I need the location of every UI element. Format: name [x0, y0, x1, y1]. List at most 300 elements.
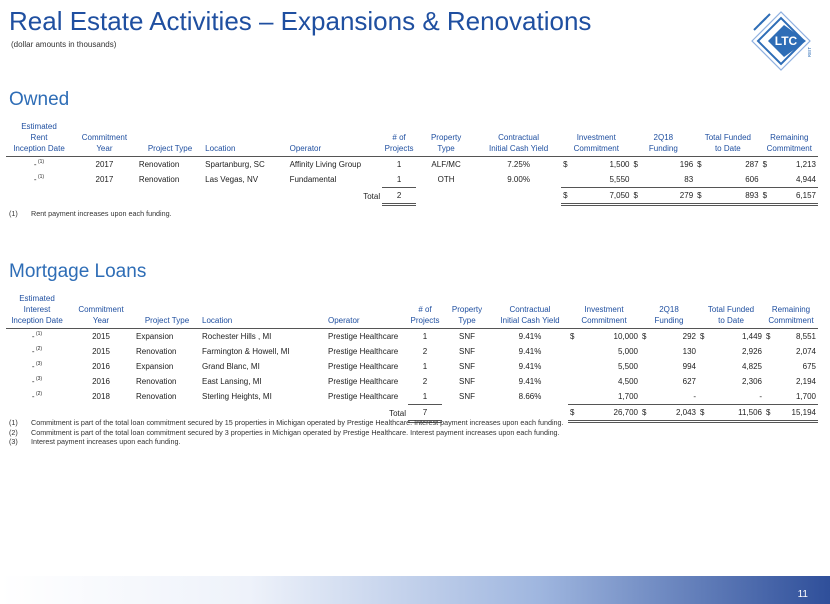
- remaining-commitment-value: 4,944: [795, 175, 816, 184]
- commitment-year: 2015: [92, 347, 110, 356]
- inception-date: [6, 389, 68, 405]
- footnote-text: Rent payment increases upon each funding.: [31, 209, 172, 218]
- total-investment-wrap: [563, 191, 629, 200]
- column-header: [764, 293, 818, 329]
- total-funded-value: 2,926: [741, 347, 762, 356]
- commitment-year: 2016: [92, 377, 110, 386]
- q2-funding: [640, 389, 698, 405]
- owned-table: [6, 121, 818, 206]
- column-header: [408, 293, 442, 329]
- column-header: [568, 293, 640, 329]
- project-type: Renovation: [136, 347, 177, 356]
- location: Rochester Hills , MI: [202, 332, 272, 341]
- location: Las Vegas, NV: [205, 175, 259, 185]
- mortgage-section-title: Mortgage Loans: [9, 261, 147, 282]
- column-header: [382, 121, 416, 157]
- column-header-line: Commitment: [581, 316, 627, 325]
- currency-symbol: $: [563, 160, 568, 169]
- investment-commitment-value: 1,700: [617, 392, 638, 401]
- column-header-line: Projects: [384, 144, 414, 153]
- inception-date: [6, 359, 68, 374]
- investment-commitment-wrap: [563, 160, 629, 169]
- total-funded: [698, 359, 764, 374]
- inception-date-value: -: [31, 347, 35, 356]
- location: Farmington & Howell, MI: [202, 347, 290, 356]
- remaining-commitment-wrap: [763, 175, 816, 184]
- mortgage-header-row: [6, 293, 818, 329]
- property-type: SNF: [459, 347, 475, 356]
- column-header: [631, 121, 695, 157]
- total-remaining-value: 15,194: [791, 408, 816, 417]
- total-remaining-value: 6,157: [795, 191, 816, 200]
- total-funded-to-date-wrap: [697, 191, 758, 200]
- remaining-commitment: [764, 359, 818, 374]
- column-header: [442, 293, 492, 329]
- project-count: 1: [396, 160, 402, 169]
- operator: Prestige Healthcare: [328, 362, 399, 371]
- column-header-line: Operator: [289, 144, 322, 153]
- column-header-line: Commitment: [78, 305, 124, 314]
- owned-section-title: Owned: [9, 89, 70, 110]
- total-q2-funding: [631, 188, 695, 205]
- empty-cell: [476, 188, 561, 205]
- property-type: ALF/MC: [431, 160, 461, 169]
- q2-funding-wrap: [642, 377, 696, 386]
- total-funded-wrap: [697, 160, 758, 169]
- total-funded: [695, 157, 760, 173]
- commitment-year: 2017: [95, 175, 114, 185]
- q2-funding-value: 292: [682, 332, 696, 341]
- empty-cell: [203, 188, 287, 205]
- page-title: Real Estate Activities – Expansions & Renovations: [9, 6, 592, 36]
- column-header-line: Investment: [576, 133, 616, 142]
- total-funded: [698, 389, 764, 405]
- remaining-commitment: [764, 389, 818, 405]
- operator: Prestige Healthcare: [328, 392, 399, 402]
- currency-symbol: $: [570, 408, 575, 417]
- currency-symbol: $: [697, 191, 702, 200]
- logo-subtext: REIT: [807, 46, 812, 58]
- column-header: [492, 293, 568, 329]
- total-funded-wrap: [700, 347, 762, 356]
- q2-funding: [640, 359, 698, 374]
- currency-symbol: $: [570, 332, 575, 341]
- cash-yield: 9.00%: [507, 175, 530, 185]
- total-q2-funding-wrap: [633, 191, 693, 200]
- q2-funding: [640, 374, 698, 389]
- column-header: [698, 293, 764, 329]
- total-investment: [568, 405, 640, 422]
- total-funded-to-date-wrap: [700, 408, 762, 417]
- location: Grand Blanc, MI: [202, 362, 260, 371]
- empty-cell: [72, 188, 137, 205]
- total-projects: 2: [382, 188, 416, 205]
- project-type: Renovation: [136, 392, 177, 402]
- total-funded-value: 1,449: [741, 332, 762, 341]
- q2-funding-value: 196: [679, 160, 694, 169]
- currency-symbol: $: [762, 191, 768, 200]
- column-header-line: Estimated: [21, 122, 57, 131]
- investment-commitment-value: 1,500: [609, 160, 630, 169]
- column-header: [68, 293, 134, 329]
- currency-symbol: $: [633, 160, 638, 169]
- mortgage-footnotes: [9, 418, 564, 447]
- property-type: OTH: [437, 175, 455, 185]
- investment-commitment-value: 5,000: [617, 347, 638, 356]
- page-subtitle: (dollar amounts in thousands): [11, 40, 117, 49]
- logo-text: LTC: [774, 34, 798, 48]
- remaining-commitment-wrap: [766, 347, 816, 356]
- total-q2-funding: [640, 405, 698, 422]
- column-header-line: Remaining: [771, 305, 811, 314]
- total-remaining: [764, 405, 818, 422]
- column-header: [134, 293, 200, 329]
- remaining-commitment: [761, 172, 818, 188]
- footnote-text: Commitment is part of the total loan commitment secured by 15 properties in Michigan operated by Prestige Healthcare. Interest payment increases upon each funding.: [31, 418, 564, 427]
- project-count: 2: [422, 347, 428, 356]
- location: Sterling Heights, MI: [202, 392, 272, 402]
- column-header: [203, 121, 287, 157]
- column-header-line: Inception Date: [13, 144, 65, 153]
- remaining-commitment-value: 1,700: [795, 392, 816, 401]
- operator: Fundamental: [289, 175, 337, 185]
- inception-date: [6, 344, 68, 359]
- investment-commitment: [568, 359, 640, 374]
- column-header: [72, 121, 137, 157]
- total-funded-to-date-value: 11,506: [738, 408, 762, 417]
- operator: Prestige Healthcare: [328, 347, 399, 356]
- column-header-line: Year: [96, 144, 113, 153]
- total-label: Total: [389, 408, 406, 418]
- remaining-commitment-wrap: [766, 392, 816, 401]
- project-count: 1: [422, 392, 428, 401]
- column-header-line: Location: [202, 316, 233, 325]
- column-header-line: # of: [392, 133, 406, 142]
- footnote-ref: (2): [34, 346, 43, 352]
- cash-yield: 9.41%: [518, 377, 542, 386]
- project-count: 2: [422, 377, 428, 386]
- q2-funding-wrap: [633, 175, 693, 184]
- column-header-line: Funding: [648, 144, 678, 153]
- total-funded-wrap: [700, 362, 762, 371]
- total-q2-funding-wrap: [642, 408, 696, 417]
- table-row: [6, 157, 818, 173]
- empty-cell: [416, 188, 476, 205]
- commitment-year: 2016: [92, 362, 110, 371]
- currency-symbol: $: [642, 408, 647, 417]
- remaining-commitment: [764, 344, 818, 359]
- column-header-line: Rent: [30, 133, 48, 142]
- cash-yield: 9.41%: [518, 347, 542, 356]
- remaining-commitment-wrap: [766, 332, 816, 341]
- column-header-line: # of: [418, 305, 432, 314]
- total-label: Total: [363, 191, 381, 201]
- property-type: SNF: [459, 377, 475, 386]
- column-header-line: Total Funded: [707, 305, 755, 314]
- mortgage-table: [6, 293, 818, 423]
- footnote-number: (3): [9, 437, 18, 446]
- total-funded-value: -: [759, 392, 762, 401]
- column-header-line: Commitment: [81, 133, 128, 142]
- total-funded-wrap: [700, 377, 762, 386]
- q2-funding-wrap: [642, 347, 696, 356]
- q2-funding-value: 130: [682, 347, 696, 356]
- footnote: [9, 209, 172, 219]
- project-type: Renovation: [136, 377, 177, 386]
- column-header-line: Commitment: [573, 144, 619, 153]
- column-header: [561, 121, 631, 157]
- remaining-commitment: [764, 329, 818, 345]
- footnote-number: (1): [9, 418, 18, 427]
- column-header-line: Remaining: [770, 133, 809, 142]
- column-header-line: 2Q18: [653, 133, 674, 142]
- q2-funding-wrap: [642, 332, 696, 341]
- commitment-year: 2015: [92, 332, 110, 341]
- total-funded-wrap: [700, 392, 762, 401]
- remaining-commitment: [761, 157, 818, 173]
- location: East Lansing, MI: [202, 377, 262, 386]
- column-header-line: Investment: [584, 305, 624, 314]
- column-header: [137, 121, 203, 157]
- column-header-line: to Date: [718, 316, 744, 325]
- table-row: [6, 172, 818, 188]
- property-type: SNF: [459, 392, 475, 402]
- footnote-ref: (1): [34, 331, 43, 337]
- column-header: [476, 121, 561, 157]
- column-header-line: Contractual: [509, 305, 551, 314]
- total-funded-value: 606: [745, 175, 759, 184]
- table-row: [6, 389, 818, 405]
- investment-commitment-value: 10,000: [613, 332, 638, 341]
- footer-bar: [0, 576, 830, 604]
- footnote: [9, 428, 564, 438]
- remaining-commitment-value: 675: [802, 362, 816, 371]
- q2-funding: [631, 157, 695, 173]
- column-header-line: Property: [430, 133, 462, 142]
- total-funded: [695, 172, 760, 188]
- column-header-line: Commitment: [766, 144, 812, 153]
- column-header-line: Year: [92, 316, 110, 325]
- footnote-ref: (1): [36, 174, 45, 181]
- column-header-line: 2Q18: [659, 305, 679, 314]
- total-row: [6, 188, 818, 205]
- inception-date-value: -: [31, 377, 35, 386]
- investment-commitment-wrap: [570, 347, 638, 356]
- cash-yield: 9.41%: [518, 362, 542, 371]
- operator: Prestige Healthcare: [328, 377, 399, 386]
- table-row: [6, 344, 818, 359]
- q2-funding: [640, 329, 698, 345]
- remaining-commitment-value: 2,194: [795, 377, 816, 386]
- total-remaining-wrap: [763, 191, 816, 200]
- q2-funding-value: 83: [684, 175, 694, 184]
- investment-commitment-value: 4,500: [617, 377, 638, 386]
- footnote: [9, 418, 564, 428]
- cash-yield: 7.25%: [507, 160, 530, 169]
- column-header: [695, 121, 760, 157]
- column-header-line: Estimated: [19, 294, 55, 303]
- ltc-reit-logo: [748, 10, 818, 72]
- page-number: 11: [797, 589, 808, 600]
- investment-commitment: [561, 157, 631, 173]
- operator: Affinity Living Group: [289, 160, 362, 169]
- total-remaining-wrap: [766, 408, 816, 417]
- remaining-commitment-wrap: [766, 362, 816, 371]
- project-type: Expansion: [136, 362, 174, 371]
- column-header: [761, 121, 818, 157]
- total-q2-funding-value: 279: [679, 191, 694, 200]
- owned-footnotes: [9, 209, 172, 219]
- investment-commitment: [561, 172, 631, 188]
- q2-funding-value: 627: [682, 377, 696, 386]
- footnote-ref: (1): [36, 159, 45, 165]
- currency-symbol: $: [766, 332, 771, 341]
- q2-funding-wrap: [633, 160, 693, 169]
- column-header-line: Contractual: [498, 133, 540, 142]
- footnote-ref: (3): [34, 376, 43, 382]
- column-header-line: Type: [458, 316, 476, 325]
- column-header: [6, 121, 72, 157]
- column-header-line: Property: [451, 305, 483, 314]
- footnote-number: (1): [9, 209, 18, 218]
- total-investment: [561, 188, 631, 205]
- remaining-commitment-value: 1,213: [795, 160, 816, 169]
- footnote-text: Commitment is part of the total loan commitment secured by 3 properties in Michigan operated by Prestige Healthcare. Interest payment increases upon each funding.: [31, 427, 560, 437]
- currency-symbol: $: [633, 191, 638, 200]
- remaining-commitment-value: 2,074: [795, 347, 816, 356]
- property-type: SNF: [459, 332, 475, 341]
- currency-symbol: $: [700, 408, 705, 417]
- remaining-commitment-wrap: [763, 160, 816, 169]
- inception-date-value: -: [31, 332, 35, 341]
- project-type: Expansion: [136, 332, 174, 341]
- currency-symbol: $: [762, 160, 768, 169]
- total-funded-to-date: [695, 188, 760, 205]
- total-projects: 7: [408, 405, 442, 422]
- column-header-line: Project Type: [147, 144, 193, 153]
- footnote-ref: (3): [34, 361, 43, 367]
- investment-commitment-wrap: [570, 392, 638, 401]
- q2-funding-value: -: [693, 392, 696, 401]
- table-row: [6, 359, 818, 374]
- column-header-line: Inception Date: [11, 316, 63, 325]
- total-q2-funding-value: 2,043: [675, 408, 696, 417]
- total-funded-value: 2,306: [741, 377, 762, 386]
- footnote-number: (2): [9, 427, 18, 437]
- column-header-line: Interest: [23, 305, 51, 314]
- total-funded: [698, 329, 764, 345]
- total-funded: [698, 344, 764, 359]
- currency-symbol: $: [697, 160, 702, 169]
- column-header: [200, 293, 326, 329]
- column-header: [288, 121, 383, 157]
- column-header-line: Funding: [654, 316, 684, 325]
- total-investment-value: 26,700: [613, 408, 638, 417]
- total-funded-to-date-value: 893: [745, 191, 759, 200]
- remaining-commitment: [764, 374, 818, 389]
- column-header-line: Projects: [410, 316, 440, 325]
- project-type: Renovation: [138, 160, 180, 169]
- total-funded-wrap: [697, 175, 758, 184]
- empty-cell: [6, 188, 72, 205]
- column-header-line: Commitment: [768, 316, 814, 325]
- currency-symbol: $: [563, 191, 568, 200]
- q2-funding-wrap: [642, 362, 696, 371]
- investment-commitment-wrap: [570, 362, 638, 371]
- table-row: [6, 374, 818, 389]
- inception-date-value: -: [33, 160, 37, 169]
- footnote-text: Interest payment increases upon each funding.: [31, 437, 181, 446]
- project-count: 1: [422, 362, 428, 371]
- footnote-ref: (2): [34, 391, 43, 398]
- total-remaining: [761, 188, 818, 205]
- owned-header-row: [6, 121, 818, 157]
- investment-commitment-wrap: [570, 377, 638, 386]
- q2-funding: [640, 344, 698, 359]
- column-header: [416, 121, 476, 157]
- investment-commitment-wrap: [570, 332, 638, 341]
- column-header-line: Project Type: [144, 316, 190, 325]
- column-header-line: Initial Cash Yield: [489, 144, 549, 153]
- commitment-year: 2017: [95, 160, 114, 169]
- project-type: Renovation: [138, 175, 180, 185]
- investment-commitment: [568, 329, 640, 345]
- q2-funding: [631, 172, 695, 188]
- total-funded-to-date: [698, 405, 764, 422]
- column-header-line: Type: [437, 144, 455, 153]
- inception-date: [6, 329, 68, 345]
- column-header: [326, 293, 408, 329]
- remaining-commitment-value: 8,551: [795, 332, 816, 341]
- inception-date-value: -: [33, 175, 37, 185]
- investment-commitment-value: 5,550: [609, 175, 630, 184]
- column-header-line: Total Funded: [704, 133, 751, 142]
- inception-date: [6, 374, 68, 389]
- currency-symbol: $: [700, 332, 705, 341]
- project-count: 1: [396, 175, 402, 184]
- total-funded-value: 287: [745, 160, 759, 169]
- currency-symbol: $: [766, 408, 771, 417]
- commitment-year: 2018: [92, 392, 110, 402]
- column-header: [6, 293, 68, 329]
- location: Spartanburg, SC: [205, 160, 265, 169]
- table-row: [6, 329, 818, 345]
- total-funded-wrap: [700, 332, 762, 341]
- column-header: [640, 293, 698, 329]
- currency-symbol: $: [642, 332, 647, 341]
- property-type: SNF: [459, 362, 475, 371]
- column-header-line: Initial Cash Yield: [500, 316, 560, 325]
- operator: Prestige Healthcare: [328, 332, 399, 341]
- project-count: 1: [422, 332, 428, 341]
- total-investment-wrap: [570, 408, 638, 417]
- footnote: [9, 437, 564, 447]
- total-investment-value: 7,050: [609, 191, 630, 200]
- cash-yield: 8.66%: [518, 392, 542, 402]
- inception-date: [6, 172, 72, 188]
- column-header-line: to Date: [714, 144, 741, 153]
- inception-date-value: -: [31, 392, 35, 402]
- empty-cell: [137, 188, 203, 205]
- investment-commitment: [568, 374, 640, 389]
- q2-funding-wrap: [642, 392, 696, 401]
- total-funded: [698, 374, 764, 389]
- column-header-line: Operator: [328, 316, 360, 325]
- q2-funding-value: 994: [682, 362, 696, 371]
- total-funded-value: 4,825: [741, 362, 762, 371]
- column-header-line: Location: [205, 144, 236, 153]
- investment-commitment: [568, 344, 640, 359]
